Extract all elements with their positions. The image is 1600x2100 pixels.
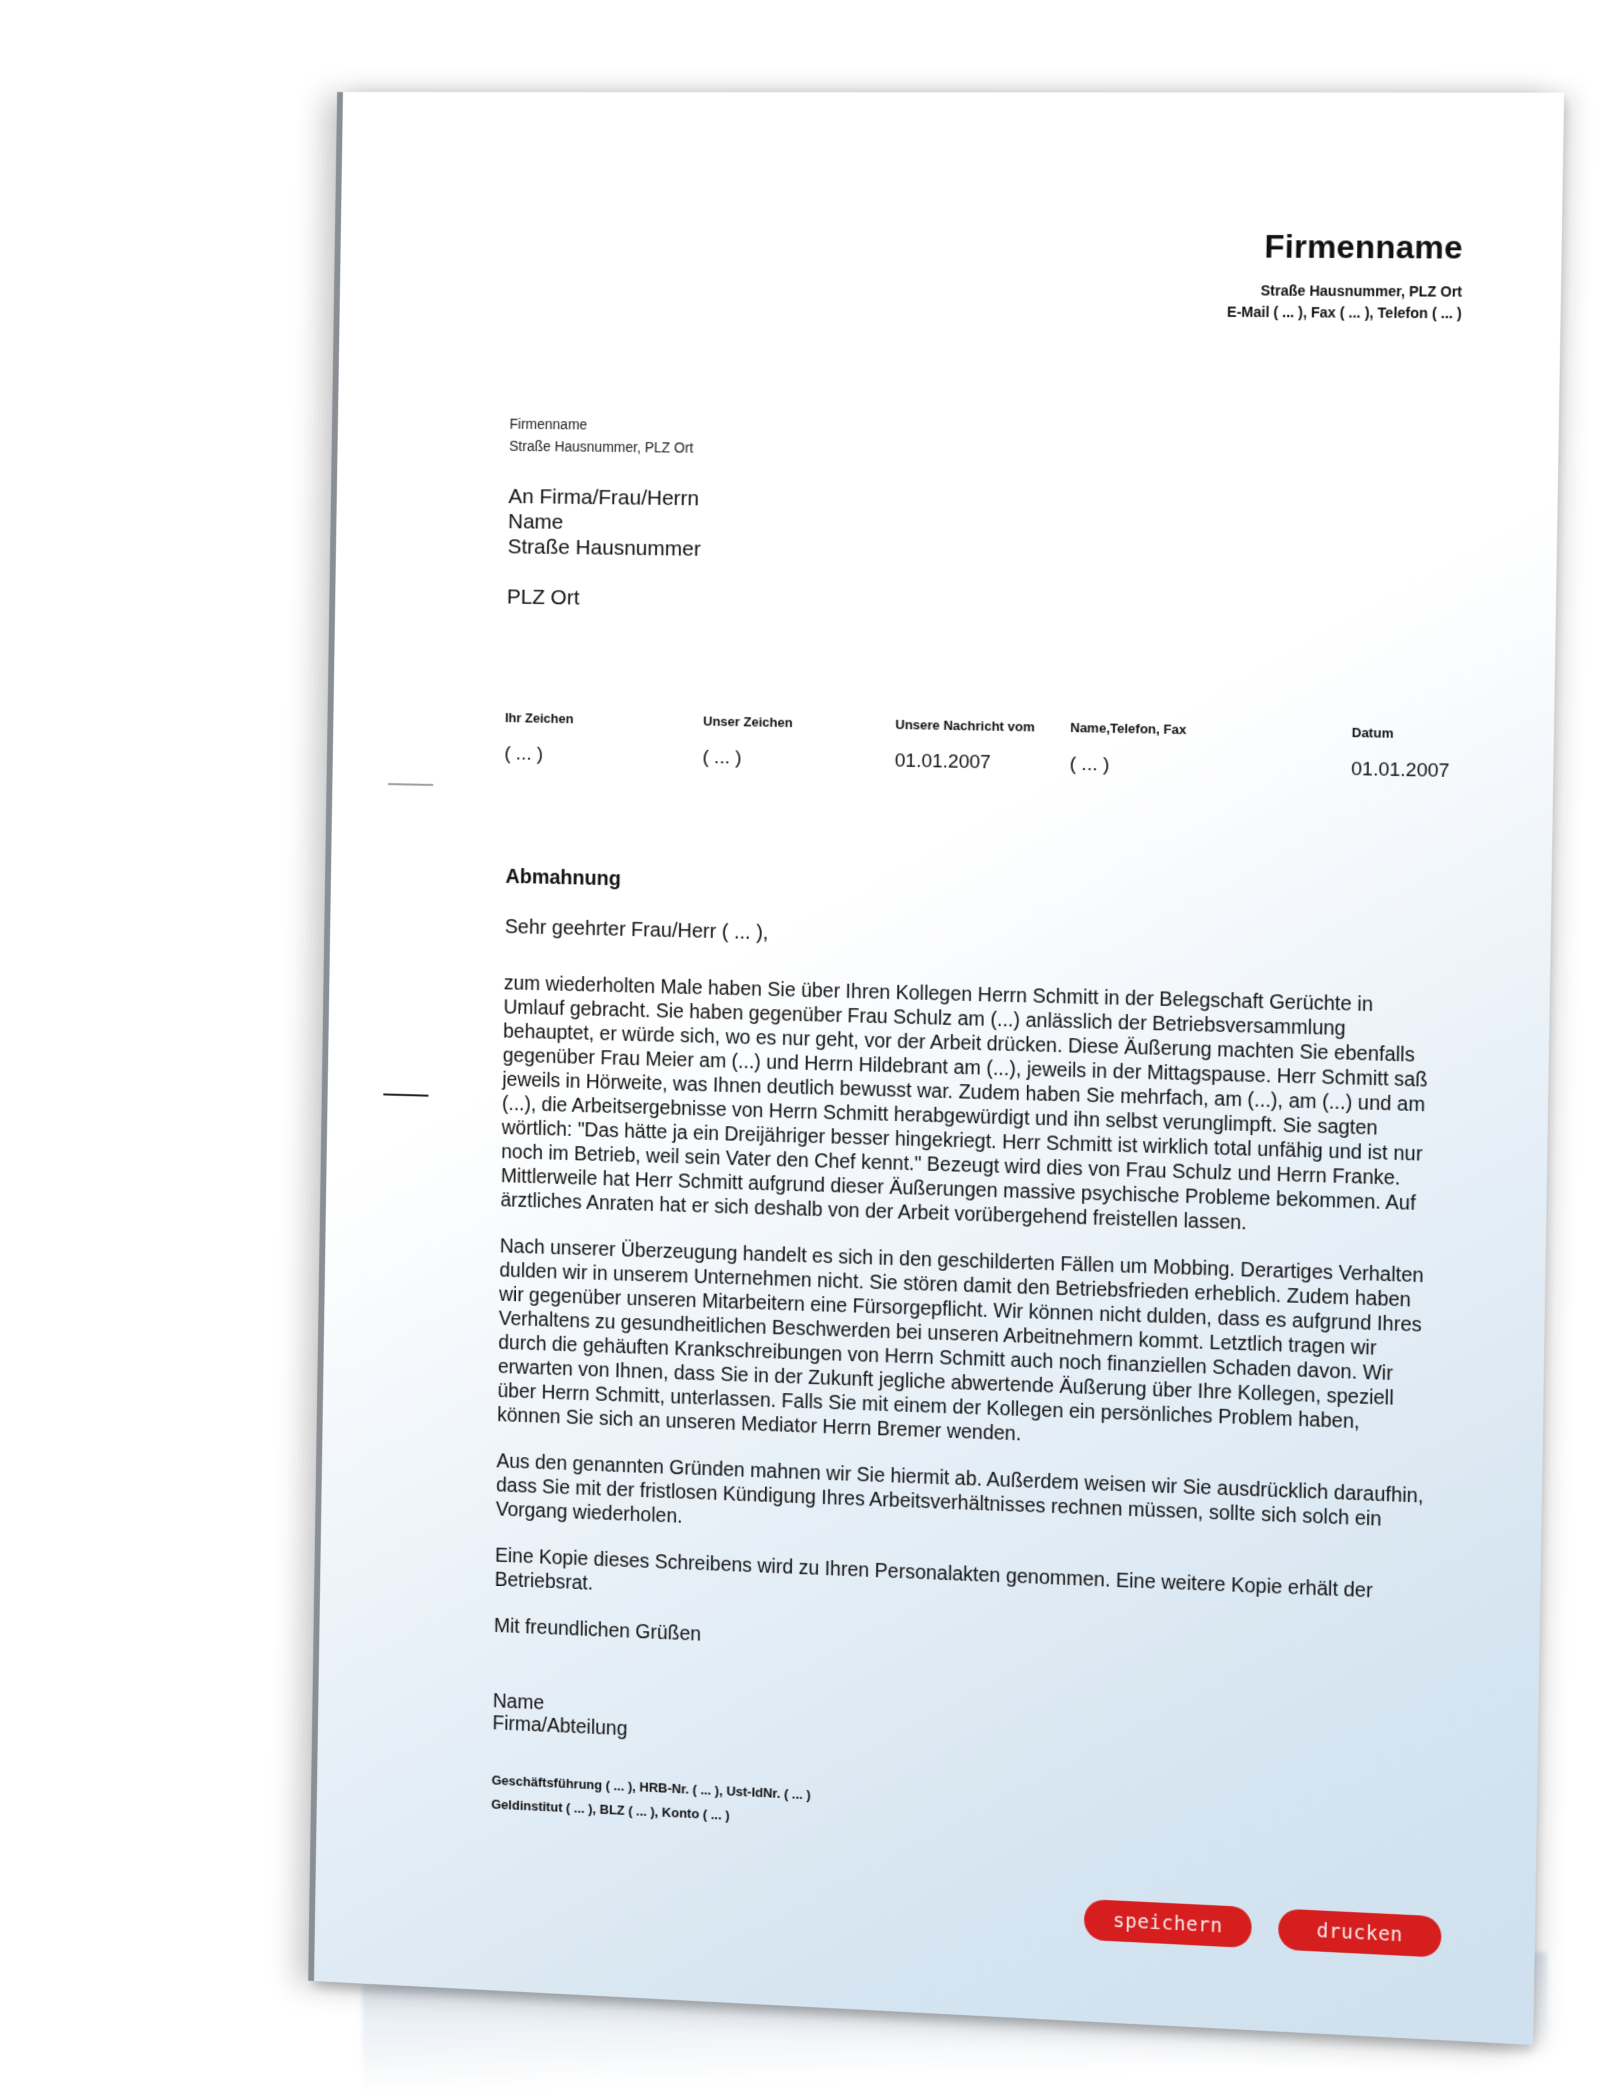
ref-datum — [1351, 725, 1450, 783]
ref-label: Unsere Nachricht vom — [895, 716, 1035, 735]
signature-block — [492, 1690, 1421, 1776]
ref-label: Datum — [1351, 724, 1394, 741]
ref-unsere-nachricht — [895, 717, 1035, 775]
ref-label: Name,Telefon, Fax — [1070, 719, 1187, 738]
recipient-line-4: PLZ Ort — [506, 585, 580, 610]
ref-label: Unser Zeichen — [703, 713, 793, 731]
signature-name: Name — [492, 1690, 545, 1715]
letter-page — [314, 92, 1564, 2045]
footer-line-1: Geschäftsführung ( ... ), HRB-Nr. ( ... ), Ust-IdNr. ( ... ) — [491, 1772, 811, 1803]
sender-address: Straße Hausnummer, PLZ Ort — [509, 437, 694, 456]
ref-name-telefon-fax — [1069, 720, 1186, 778]
recipient-block — [507, 484, 702, 612]
ref-unser-zeichen — [702, 713, 792, 770]
ref-label: Ihr Zeichen — [504, 709, 574, 727]
footer-line-2: Geldinstitut ( ... ), BLZ ( ... ), Konto ( ... ) — [491, 1796, 730, 1823]
body-paragraph-3: Aus den genannten Gründen mahnen wir Sie hiermit ab. Außerdem weisen wir Sie ausdrücklich daraufhin, dass Sie mit der fristlosen Kündigung Ihres Arbeitsverhältnisses rechnen müssen, sollte sich solch ein Vorgang wiederholen. — [495, 1450, 1424, 1531]
letterhead — [1227, 228, 1463, 325]
recipient-line-2: Name — [507, 510, 564, 534]
letter-subject: Abmahnung — [505, 865, 622, 891]
ref-value: 01.01.2007 — [1350, 758, 1450, 783]
letterhead-company: Firmenname — [1264, 227, 1464, 266]
letter-salutation: Sehr geehrter Frau/Herr ( ... ), — [504, 915, 769, 945]
letter-footer — [491, 1768, 1420, 1860]
reference-table — [504, 709, 1450, 798]
fold-mark-top — [388, 783, 433, 786]
punch-mark — [383, 1093, 428, 1096]
letterhead-address: Straße Hausnummer, PLZ Ort — [1260, 282, 1463, 300]
ref-value: ( ... ) — [702, 746, 742, 769]
letter-body — [491, 971, 1433, 1861]
body-paragraph-1: zum wiederholten Male haben Sie über Ihren Kollegen Herrn Schmitt in der Belegschaft Gerüchte in Umlauf gebracht. Sie haben gegenüber Frau Schulz am (...) anlässlich der Betriebsversammlung behauptet, er würde sich, wo es nur geht, vor der Arbeit drücken. Diese Äußerung machten Sie ebenfalls gegenüber Frau Meier am (...) und Herrn Hildebrant am (...), jeweils in der Mittagspause. Herr Schmitt saß jeweils in Hörweite, was Ihnen deutlich bewusst war. Zudem haben Sie mehrfach, am (...), am (...) und am (...), die Arbeitsergebnisse von Herrn Schmitt herabgewürdigt und ihn selbst verunglimpft. Sie sagten wörtlich: "Das hätte ja ein Dreijähriger besser hingekriegt. Herr Schmitt ist wirklich total unfähig und ist nur noch im Betrieb, weil sein Vater den Chef kennt." Bezeugt wird dies von Frau Schulz und Herrn Franke. Mittlerweile hat Herr Schmitt aufgrund dieser Äußerungen massive psychische Probleme bekommen. Auf ärztliches Anraten hat er sich deshalb von der Arbeit vorübergehend freistellen lassen. — [500, 972, 1428, 1235]
letterhead-contact: E-Mail ( ... ), Fax ( ... ), Telefon ( ... ) — [1227, 303, 1462, 322]
print-button[interactable]: drucken — [1278, 1908, 1442, 1957]
ref-value: ( ... ) — [504, 743, 544, 765]
letter-closing: Mit freundlichen Grüßen — [493, 1614, 702, 1646]
save-button[interactable]: speichern — [1084, 1899, 1252, 1948]
action-buttons — [1084, 1899, 1442, 1958]
sender-company: Firmenname — [509, 415, 588, 433]
signature-department: Firma/Abteilung — [492, 1712, 628, 1741]
body-paragraph-4: Eine Kopie dieses Schreibens wird zu Ihren Personalakten genommen. Eine weitere Kopie erhält der Betriebsrat. — [494, 1544, 1373, 1603]
recipient-line-3: Straße Hausnummer — [507, 535, 701, 561]
recipient-line-1: An Firma/Frau/Herrn — [508, 484, 700, 511]
ref-ihr-zeichen — [504, 710, 573, 767]
ref-value: 01.01.2007 — [894, 750, 991, 774]
body-paragraph-2: Nach unserer Überzeugung handelt es sich in den geschilderten Fällen um Mobbing. Derartiges Verhalten dulden wir in unserem Unternehmen nicht. Sie stören damit den Betriebsfrieden erheblich. Zudem haben wir gegenüber unseren Mitarbeitern eine Fürsorgepflicht. Wir können nicht dulden, dass es aufgrund Ihres Verhaltens zu gesundheitlichen Beschwerden bei unseren Arbeitnehmern kommt. Letztlich tragen wir durch die gehäuften Krankschreibungen von Herrn Schmitt auch noch finanziellen Schaden davon. Wir erwarten von Ihnen, dass Sie in der Zukunft jegliche abwertende Äußerung über Ihre Kollegen, speziell über Herrn Schmitt, unterlassen. Falls Sie mit einem der Kollegen ein persönliches Problem haben, können Sie sich an unseren Mediator Herrn Bremer wenden. — [497, 1235, 1424, 1446]
ref-value: ( ... ) — [1069, 753, 1110, 776]
